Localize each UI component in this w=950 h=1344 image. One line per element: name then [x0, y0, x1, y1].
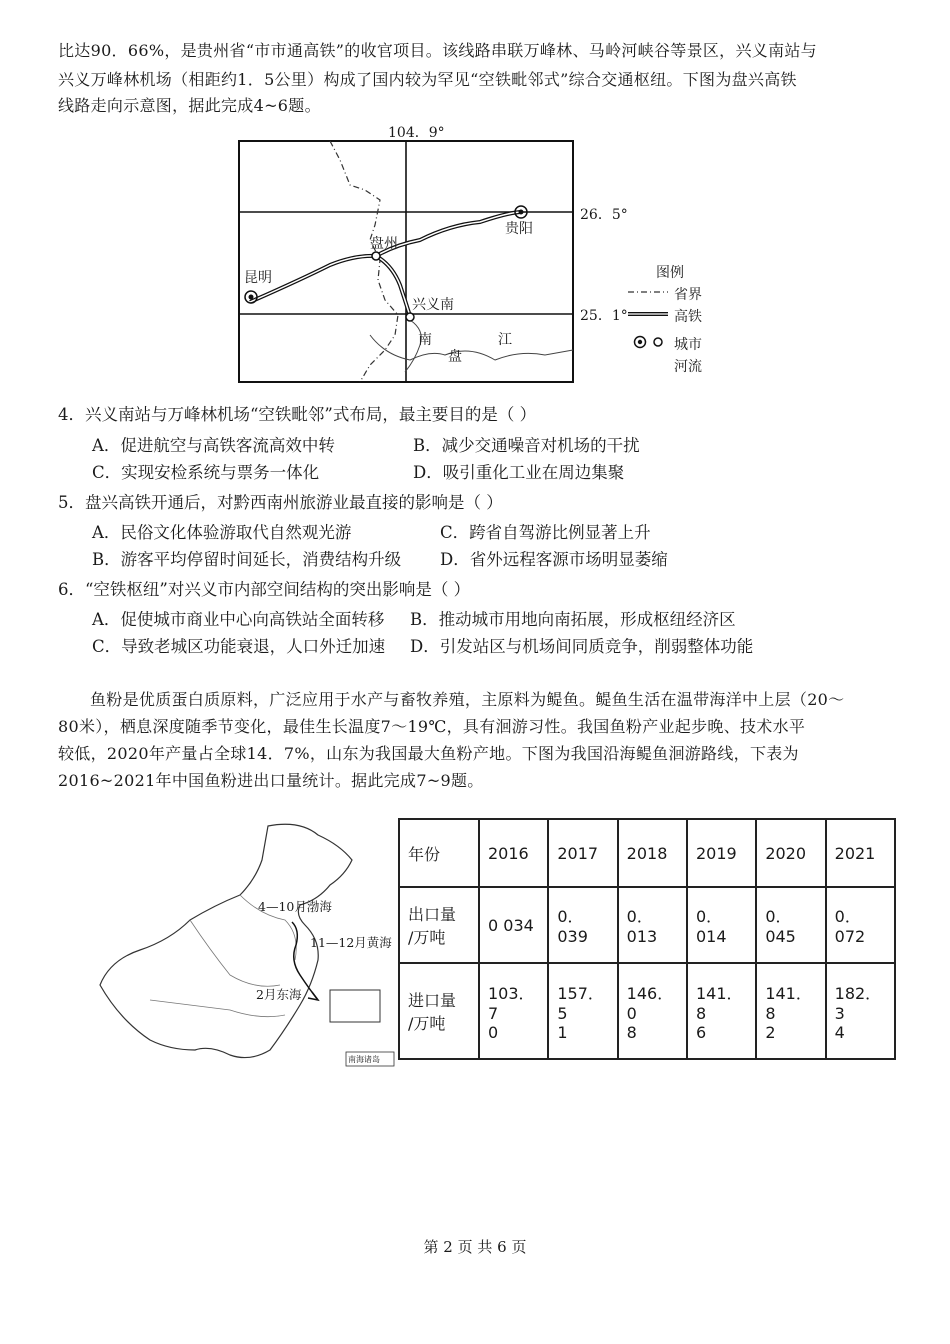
table-import-cell: 157．5 1: [548, 963, 617, 1059]
migration-route: [292, 922, 318, 1000]
passage2-line-1: 鱼粉是优质蛋白质原料，广泛应用于水产与畜牧养殖，主原料为鳀鱼。鳀鱼生活在温带海洋中上层（20～: [90, 690, 845, 709]
latitude-top-label: 26．5°: [580, 207, 628, 223]
question-6-stem: 6．“空铁枢纽”对兴义市内部空间结构的突出影响是（ ）: [58, 580, 471, 599]
table-import-cell: 141．8 2: [756, 963, 825, 1059]
intro-line-1: 比达90．66%，是贵州省“市市通高铁”的收官项目。该线路串联万峰林、马岭河峡谷等景区，兴义南站与: [58, 41, 817, 60]
legend-city-symbol: [635, 337, 646, 348]
fishmeal-table: [398, 818, 896, 1060]
longitude-label: 104．9°: [388, 125, 445, 141]
table-import-cell: 103．7 0: [479, 963, 548, 1059]
province-boundary: [330, 141, 398, 382]
table-year: 2019: [687, 819, 756, 887]
table-import-cell: 146．0 8: [618, 963, 687, 1059]
river-char-2: 盘: [448, 349, 462, 365]
route-label-bohai: 4—10月渤海: [258, 899, 332, 914]
map-frame: [239, 141, 573, 382]
table-export-cell: 0．014: [687, 887, 756, 963]
route-label-yellow-sea: 11—12月黄海: [310, 935, 392, 950]
question-4-option-a: A．促进航空与高铁客流高效中转: [92, 436, 335, 455]
river-char-3: 江: [498, 332, 512, 348]
page-footer: 第 2 页 共 6 页: [423, 1238, 527, 1256]
question-5-option-b: B．游客平均停留时间延长，消费结构升级: [92, 550, 402, 569]
question-4-stem: 4．兴义南站与万峰林机场“空铁毗邻”式布局，最主要目的是（ ）: [58, 405, 537, 424]
table-export-cell: 0 034: [479, 887, 548, 963]
city-guiyang: 贵阳: [505, 221, 533, 237]
table-row-years: [399, 819, 895, 887]
south-sea-inset: [330, 990, 380, 1022]
table-year: 2018: [618, 819, 687, 887]
route-label-east-sea: 2月东海: [256, 987, 302, 1002]
passage2-line-2: 80米），栖息深度随季节变化，最佳生长温度7～19℃，具有洄游习性。我国鱼粉产业起步晚、技术水平: [58, 717, 806, 736]
railway-line-outer: [250, 212, 522, 316]
table-year: 2017: [548, 819, 617, 887]
table-export-label: 出口量 /万吨: [399, 887, 479, 963]
table-export-cell: 0．045: [756, 887, 825, 963]
table-export-cell: 0．039: [548, 887, 617, 963]
table-year: 2016: [479, 819, 548, 887]
table-row-export: [399, 887, 895, 963]
river-branch: [405, 320, 421, 372]
city-xingyinan: 兴义南: [412, 297, 454, 313]
question-6-option-b: B．推动城市用地向南拓展，形成枢纽经济区: [410, 610, 736, 629]
intro-line-3: 线路走向示意图，据此完成4~6题。: [58, 96, 321, 115]
city-panzhou: 盘州: [370, 236, 398, 252]
question-5-stem: 5．盘兴高铁开通后，对黔西南州旅游业最直接的影响是（ ）: [58, 493, 503, 512]
question-6-option-d: D．引发站区与机场间同质竞争，削弱整体功能: [410, 637, 754, 656]
question-4-option-b: B．减少交通噪音对机场的干扰: [413, 436, 640, 455]
legend-railway: 高铁: [674, 309, 702, 325]
question-5-option-d: D．省外远程客源市场明显萎缩: [440, 550, 668, 569]
table-export-cell: 0．072: [826, 887, 895, 963]
table-import-label: 进口量 /万吨: [399, 963, 479, 1059]
legend-boundary: 省界: [674, 287, 702, 303]
china-outline: [100, 824, 352, 1057]
panzhou-marker: [372, 252, 380, 260]
latitude-bottom-label: 25．1°: [580, 308, 628, 324]
kunming-marker: [245, 291, 257, 303]
guiyang-marker: [515, 206, 527, 218]
question-6-option-a: A．促使城市商业中心向高铁站全面转移: [92, 610, 385, 629]
question-5-option-c: C．跨省自驾游比例显著上升: [440, 523, 651, 542]
table-year: 2021: [826, 819, 895, 887]
table-export-cell: 0．013: [618, 887, 687, 963]
passage2-line-3: 较低，2020年产量占全球14．7%，山东为我国最大鱼粉产地。下图为我国沿海鳀鱼洄游路线，下表为: [58, 744, 799, 763]
table-row-import: [399, 963, 895, 1059]
question-4-option-d: D．吸引重化工业在周边集聚: [413, 463, 625, 482]
table-header-year: 年份: [399, 819, 479, 887]
table-import-cell: 182．3 4: [826, 963, 895, 1059]
legend-city: 城市: [674, 337, 702, 353]
intro-line-2: 兴义万峰林机场（相距约1．5公里）构成了国内较为罕见“空铁毗邻式”综合交通枢纽。下图为盘兴高铁: [58, 70, 797, 89]
table-year: 2020: [756, 819, 825, 887]
xingyinan-marker: [406, 313, 414, 321]
legend-river: 河流: [674, 359, 702, 375]
question-5-option-a: A．民俗文化体验游取代自然观光游: [92, 523, 352, 542]
passage2-line-4: 2016~2021年中国鱼粉进出口量统计。据此完成7~9题。: [58, 771, 484, 790]
table-import-cell: 141．8 6: [687, 963, 756, 1059]
city-kunming: 昆明: [244, 270, 272, 286]
legend-title: 图例: [656, 265, 684, 281]
railway-line-inner: [250, 212, 522, 316]
river-line: [370, 335, 573, 360]
question-6-option-c: C．导致老城区功能衰退，人口外迁加速: [92, 637, 386, 656]
south-sea-inset-label: 南海诸岛: [348, 1055, 380, 1064]
river-char-1: 南: [418, 332, 432, 348]
question-4-option-c: C．实现安检系统与票务一体化: [92, 463, 320, 482]
